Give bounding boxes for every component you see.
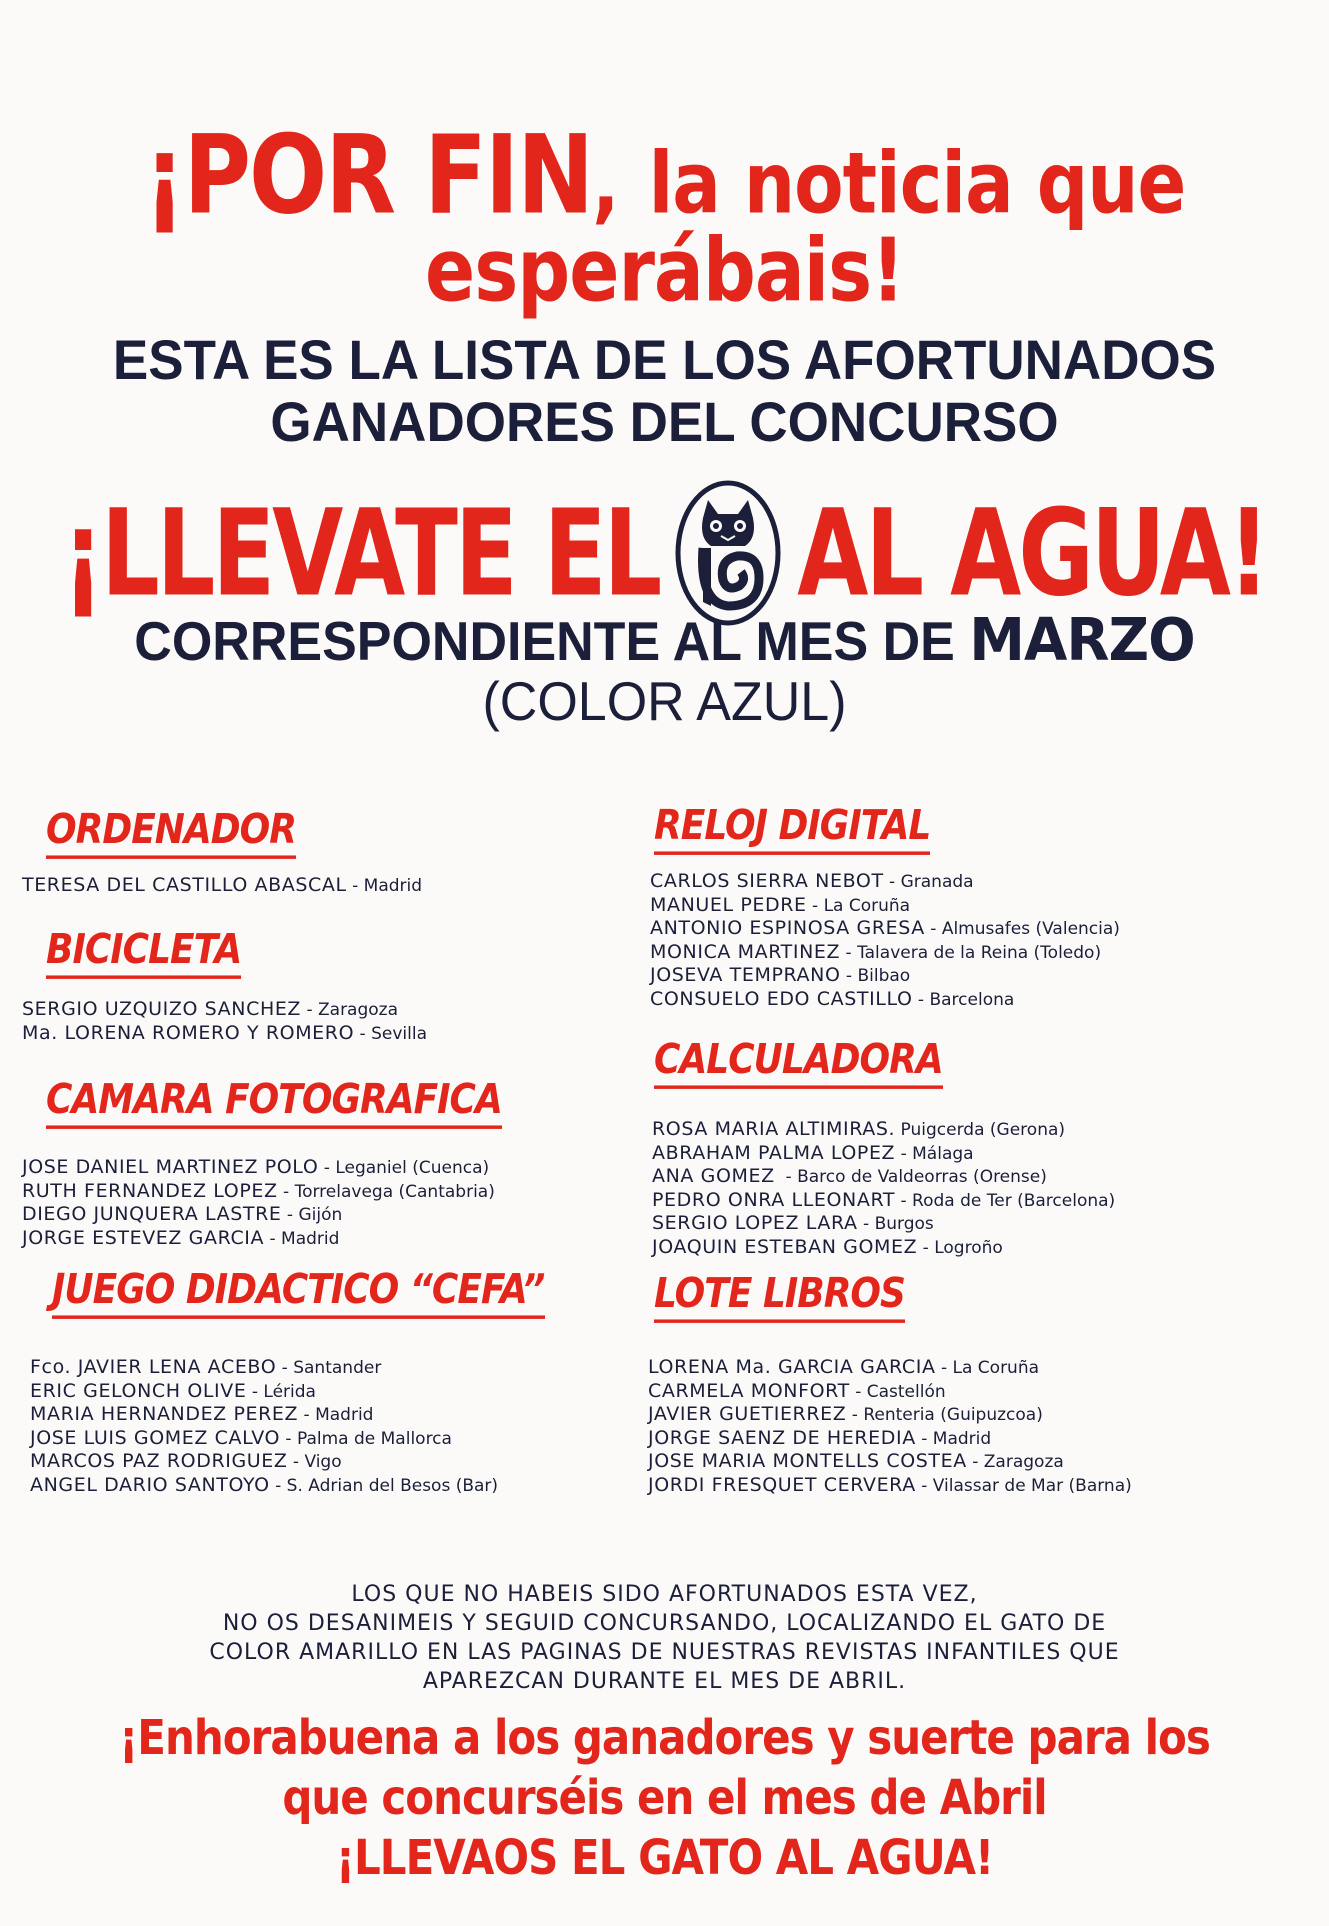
winner-place: - Vigo [287,1452,342,1472]
winner-place: - La Coruña [806,895,911,916]
winner-name: JORDI FRESQUET CERVERA [648,1473,916,1496]
winner-row [652,1118,1115,1142]
winner-place: - Granada [883,872,974,892]
winner-place: - Logroño [917,1237,1003,1258]
winner-place: - Lérida [246,1381,316,1402]
winner-name: JAVIER GUETIERREZ [648,1403,847,1425]
winner-place: - Gijón [281,1205,343,1225]
winner-row [648,1450,1132,1474]
winner-row [648,1356,1132,1380]
winner-name: JOSE LUIS GOMEZ CALVO [30,1426,281,1449]
winner-place: - Almusafes (Valencia) [924,919,1120,939]
winner-place: - Zaragoza [966,1452,1064,1472]
prize-title-juego: JUEGO DIDACTICO “CEFA” [52,1266,545,1319]
winner-row [30,1427,498,1451]
winner-name: JORGE SAENZ DE HEREDIA [648,1426,916,1449]
winner-name: RUTH FERNANDEZ LOPEZ [22,1179,278,1202]
winner-name: Ma. LORENA ROMERO Y ROMERO [22,1021,355,1044]
winner-name: ABRAHAM PALMA LOPEZ [652,1141,896,1164]
winner-name: CONSUELO EDO CASTILLO [650,987,913,1010]
winner-row [22,1156,495,1180]
closing-line: ¡Enhorabuena a los ganadores y suerte para los [119,1709,1210,1766]
prize-title-bicicleta: BICICLETA [46,926,241,979]
winner-name: ANGEL DARIO SANTOYO [30,1473,270,1496]
prize-title-lote: LOTE LIBROS [654,1270,905,1323]
prize-title-camara: CAMARA FOTOGRAFICA [46,1076,502,1129]
winner-name: SERGIO UZQUIZO SANCHEZ [22,998,302,1020]
winner-row [648,1474,1132,1498]
winner-name: MONICA MARTINEZ [650,940,841,963]
winner-place: - Barcelona [912,989,1015,1010]
closing-line: que concurséis en el mes de Abril [282,1769,1047,1826]
winner-place: - Burgos [857,1214,934,1234]
winner-place: - Zaragoza [301,1000,399,1020]
winner-place: Puigcerda (Gerona) [895,1120,1066,1140]
winner-name: ANTONIO ESPINOSA GRESA [650,917,925,939]
footer-line: APAREZCAN DURANTE EL MES DE ABRIL. [422,1669,907,1694]
winner-place: - Madrid [915,1428,992,1449]
winner-row [30,1380,498,1404]
winner-place: - Renteria (Guipuzcoa) [846,1405,1043,1425]
winners-bicicleta [22,998,427,1045]
footer-message [0,1580,1329,1696]
winner-place: - Málaga [895,1143,974,1164]
winners-lote [648,1356,1132,1497]
winner-name: JOSE MARIA MONTELLS COSTEA [648,1450,967,1472]
winner-place: - S. Adrian del Besos (Bar) [269,1475,499,1496]
winner-row [30,1403,498,1427]
headline-line-2: esperábais! [425,220,904,322]
winner-name: ANA GOMEZ [652,1165,775,1187]
winner-row [650,870,1120,894]
winner-place: - Madrid [264,1228,340,1249]
contest-title-right: AL AGUA! [797,483,1267,623]
month-line [0,606,1329,674]
winner-place: - Talavera de la Reina (Toledo) [840,942,1102,963]
winner-place: - Sevilla [354,1023,427,1044]
month-name: MARZO [969,606,1195,675]
headline-noticia: la noticia que [648,133,1186,233]
winner-place: - Torrelavega (Cantabria) [277,1181,495,1202]
winner-name: LORENA Ma. GARCIA GARCIA [648,1356,936,1378]
subtitle-line-1: ESTA ES LA LISTA DE LOS AFORTUNADOS [112,329,1217,392]
winner-row [30,1356,498,1380]
prize-title-calculadora: CALCULADORA [654,1036,943,1089]
winner-name: TERESA DEL CASTILLO ABASCAL [22,874,347,896]
winners-ordenador [22,874,422,898]
winner-row [22,874,422,898]
winner-name: JOSEVA TEMPRANO [650,964,841,986]
winner-name: Fco. JAVIER LENA ACEBO [30,1356,277,1378]
winner-name: CARMELA MONFORT [648,1379,850,1402]
footer-line: NO OS DESANIMEIS Y SEGUID CONCURSANDO, LOCALIZANDO EL GATO DE [222,1611,1107,1636]
winner-name: MANUEL PEDRE [650,893,807,916]
winners-calculadora [652,1118,1115,1259]
winner-name: SERGIO LOPEZ LARA [652,1212,858,1234]
winner-name: MARIA HERNANDEZ PEREZ [30,1403,299,1425]
prize-title-reloj: RELOJ DIGITAL [654,802,930,855]
winner-row [650,894,1120,918]
headline-por-fin: ¡POR FIN [143,112,593,239]
winner-row [652,1212,1115,1236]
winner-place: - Vilassar de Mar (Barna) [915,1475,1132,1496]
contest-title-left: ¡LLEVATE EL [62,483,660,623]
winner-row [22,998,427,1022]
winner-place: - Leganiel (Cuenca) [318,1158,490,1178]
winner-row [650,917,1120,941]
winner-row [648,1427,1132,1451]
winner-place: - Madrid [298,1405,374,1425]
month-prefix: CORRESPONDIENTE AL MES DE [134,611,955,673]
closing-line: ¡LLEVAOS EL GATO AL AGUA! [335,1829,994,1886]
headline-comma: , [592,133,619,233]
winner-name: PEDRO ONRA LLEONART [652,1188,896,1211]
winner-name: MARCOS PAZ RODRIGUEZ [30,1450,288,1472]
winner-row [652,1165,1115,1189]
winner-name: JOSE DANIEL MARTINEZ POLO [22,1156,319,1178]
winner-name: JORGE ESTEVEZ GARCIA [22,1226,265,1249]
subtitle-line-2: GANADORES DEL CONCURSO [270,391,1059,454]
winner-row [30,1450,498,1474]
winner-row [650,964,1120,988]
winner-name: DIEGO JUNQUERA LASTRE [22,1203,282,1225]
winner-row [650,941,1120,965]
winner-place: - Barco de Valdeorras (Orense) [774,1167,1047,1187]
winner-place: - Palma de Mallorca [280,1428,452,1449]
winner-row [30,1474,498,1498]
winners-juego [30,1356,498,1497]
footer-line: LOS QUE NO HABEIS SIDO AFORTUNADOS ESTA VEZ, [351,1582,978,1607]
color-line: (COLOR AZUL) [482,671,847,733]
winner-place: - Roda de Ter (Barcelona) [895,1190,1116,1211]
prize-title-ordenador: ORDENADOR [46,806,296,859]
winner-row [648,1380,1132,1404]
winner-name: ERIC GELONCH OLIVE [30,1379,247,1402]
winners-reloj [650,870,1120,1011]
winner-row [22,1227,495,1251]
winner-name: ROSA MARIA ALTIMIRAS. [652,1118,896,1140]
winner-row [652,1189,1115,1213]
winner-row [652,1236,1115,1260]
winners-camara [22,1156,495,1250]
closing-message [0,1708,1329,1888]
winner-row [650,988,1120,1012]
winner-name: JOAQUIN ESTEBAN GOMEZ [652,1235,918,1258]
winner-place: - La Coruña [935,1358,1040,1378]
winner-name: CARLOS SIERRA NEBOT [650,870,884,892]
winner-place: - Madrid [346,876,423,896]
winner-row [652,1142,1115,1166]
winner-row [648,1403,1132,1427]
winner-row [22,1203,495,1227]
winner-row [22,1022,427,1046]
winner-place: - Bilbao [840,966,911,986]
winner-place: - Santander [276,1358,382,1378]
footer-line: COLOR AMARILLO EN LAS PAGINAS DE NUESTRAS REVISTAS INFANTILES QUE [209,1640,1120,1665]
winner-place: - Castellón [849,1381,946,1402]
winner-row [22,1180,495,1204]
